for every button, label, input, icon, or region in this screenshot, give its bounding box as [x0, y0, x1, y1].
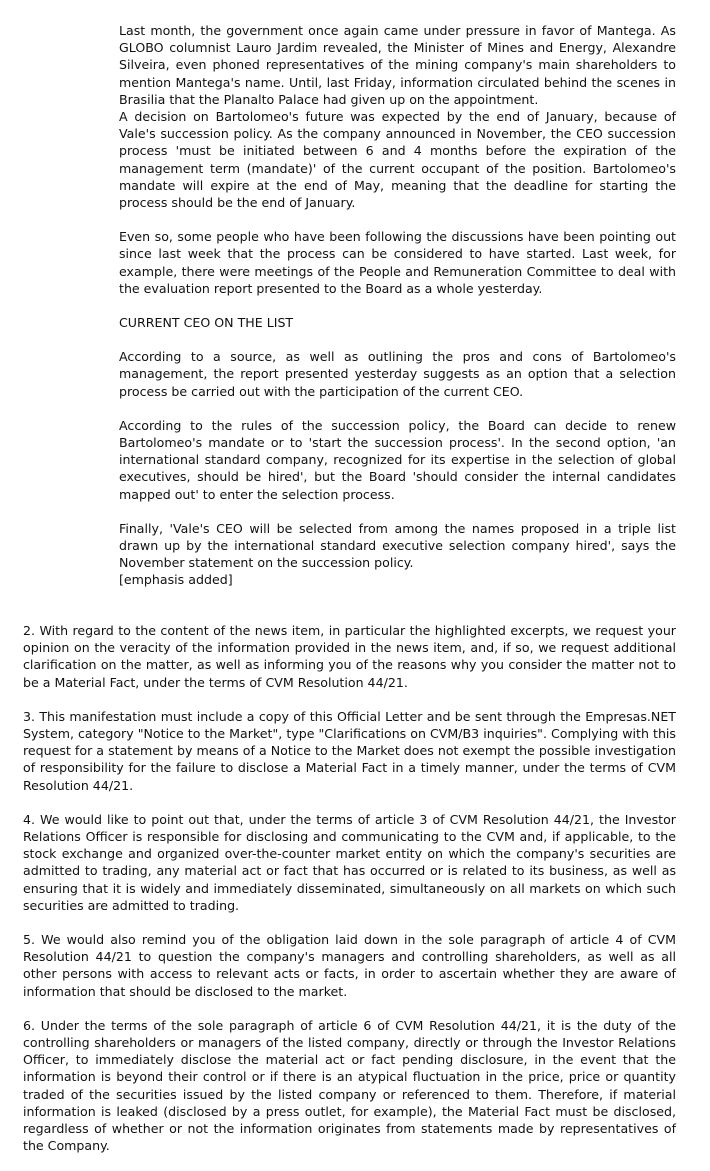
numbered-item-3: 3. This manifestation must include a copy of this Official Letter and be sent through the Empresas.NET System, category "Notice to the Market", type "Clarifications on CVM/B3 inquiries". Complying with this request for a statement by means of a Notice to the Market does not exempt the possible investigation of responsibility for the failure to disclose a Material Fact in a timely manner, under the terms of CVM Resolution 44/21.	[23, 708, 676, 793]
numbered-item-2: 2. With regard to the content of the news item, in particular the highlighted excerpts, we request your opinion on the veracity of the information provided in the news item, and, if so, we request additional clarification on the matter, as well as informing you of the reasons why you consider the matter not to be a Material Fact, under the terms of CVM Resolution 44/21.	[23, 623, 676, 690]
numbered-item-5: 5. We would also remind you of the obligation laid down in the sole paragraph of article 4 of CVM Resolution 44/21 to question the company's managers and controlling shareholders, as well as all other persons with access to relevant acts or facts, in order to ascertain whether they are aware of information that should be disclosed to the market.	[23, 932, 676, 999]
quote-paragraph-6: Finally, 'Vale's CEO will be selected from among the names proposed in a triple list drawn up by the international standard executive selection company hired', says the November statement on the succession policy.	[119, 520, 676, 571]
letter-body	[23, 622, 676, 1171]
numbered-item-6: 6. Under the terms of the sole paragraph of article 6 of CVM Resolution 44/21, it is the duty of the controlling shareholders or managers of the listed company, directly or through the Investor Relations Officer, to immediately disclose the material act or fact pending disclosure, in the event that the information is beyond their control or if there is an atypical fluctuation in the price, price or quantity traded of the securities issued by the listed company or referenced to them. Therefore, if material information is leaked (disclosed by a press outlet, for example), the Material Fact must be disclosed, regardless of whether or not the information originates from statements made by representatives of the Company.	[23, 1017, 676, 1154]
quote-paragraph-3: Even so, some people who have been following the discussions have been pointing out since last week that the process can be considered to have started. Last week, for example, there were meetings of the People and Remuneration Committee to deal with the evaluation report presented to the Board as a whole yesterday.	[119, 229, 676, 296]
quote-paragraph-4: According to a source, as well as outlining the pros and cons of Bartolomeo's management, the report presented yesterday suggests as an option that a selection process be carried out with the participation of the current CEO.	[119, 349, 676, 399]
quote-paragraph-2: A decision on Bartolomeo's future was expected by the end of January, because of Vale's succession policy. As the company announced in November, the CEO succession process 'must be initiated between 6 and 4 months before the expiration of the management term (mandate)' of the current occupant of the position. Bartolomeo's mandate will expire at the end of May, meaning that the deadline for starting the process should be the end of January.	[119, 109, 676, 211]
quoted-news-excerpt	[119, 22, 676, 589]
emphasis-note: [emphasis added]	[119, 572, 233, 588]
quote-paragraph-5: According to the rules of the succession policy, the Board can decide to renew Bartolomeo's mandate or to 'start the succession process'. In the second option, 'an international standard company, recognized for its expertise in the selection of global executives, should be hired', but the Board 'should consider the internal candidates mapped out' to enter the selection process.	[119, 417, 676, 502]
numbered-item-4: 4. We would like to point out that, under the terms of article 3 of CVM Resolution 44/21, the Investor Relations Officer is responsible for disclosing and communicating to the CVM and, if applicable, to the stock exchange and organized over-the-counter market entity on which the company's securities are admitted to trading, any material act or fact that has occurred or is related to its business, as well as ensuring that it is widely and immediately disseminated, simultaneously on all markets on which such securities are admitted to trading.	[23, 811, 676, 913]
quote-paragraph-1: Last month, the government once again came under pressure in favor of Mantega. As GLOBO columnist Lauro Jardim revealed, the Minister of Mines and Energy, Alexandre Silveira, even phoned representatives of the mining company's main shareholders to mention Mantega's name. Until, last Friday, information circulated behind the scenes in Brasilia that the Planalto Palace had given up on the appointment.	[119, 23, 676, 107]
quote-section-heading: CURRENT CEO ON THE LIST	[119, 315, 294, 331]
